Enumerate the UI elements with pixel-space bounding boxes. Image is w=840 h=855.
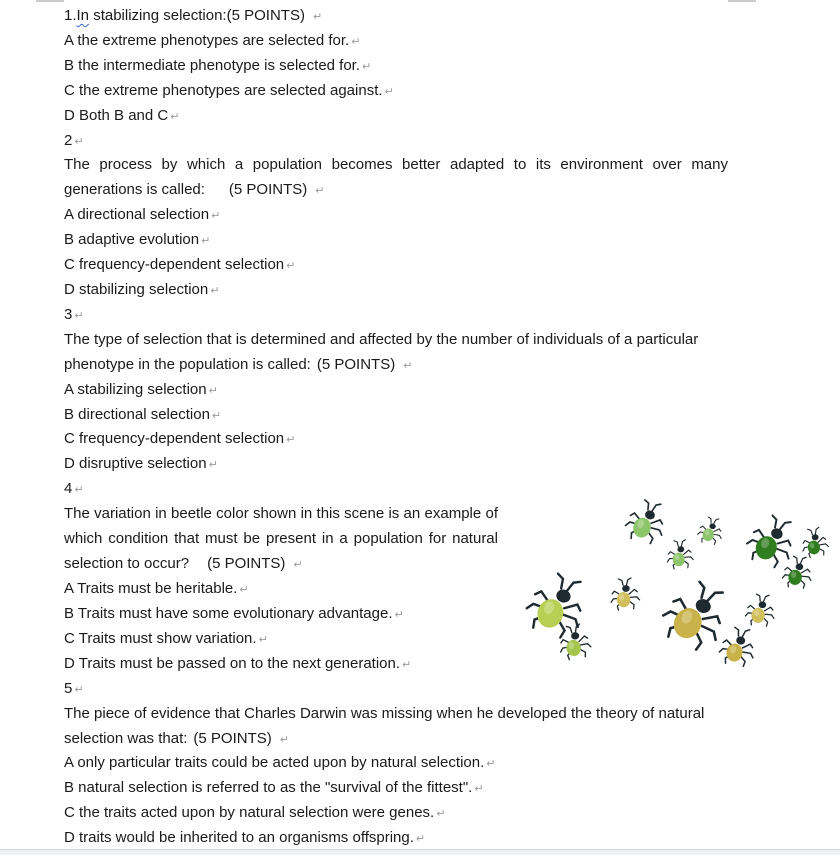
q2-option-d [64,279,219,301]
beetle-color-variation-illustration [515,495,833,675]
paragraph-mark: ↵ [362,61,372,73]
question-text: The process by which a population becomes better adapted to its environment over many generations is called: [64,156,728,198]
option-text: B the intermediate phenotype is selected for. [64,57,361,74]
option-text: C Traits must show variation. [64,630,257,647]
paragraph-mark: ↵ [286,260,296,272]
points-label: (5 POINTS) [226,7,305,24]
question-5-number [64,678,84,700]
question-3-prompt [64,327,728,379]
points-label: (5 POINTS) [316,356,396,373]
option-text: A Traits must be heritable. [64,580,238,597]
option-text: D Both B and C [64,107,169,124]
q5-option-d [64,827,425,849]
paragraph-mark: ↵ [486,758,496,770]
paragraph-mark: ↵ [74,136,84,148]
option-text: B directional selection [64,406,210,423]
option-text: A only particular traits could be acted upon by natural selection. [64,754,485,771]
beetle-green-1 [623,497,670,546]
beetle-green-6 [782,555,813,588]
paragraph-mark: ↵ [210,285,220,297]
option-text: C frequency-dependent selection [64,430,285,447]
paragraph-mark: ↵ [402,659,412,671]
question-5-prompt [64,701,728,753]
q1-option-b [64,55,371,77]
question-number: 2 [64,132,73,149]
option-text: B adaptive evolution [64,231,200,248]
option-text: A stabilizing selection [64,381,207,398]
paragraph-mark: ↵ [211,410,222,422]
q4-option-d [64,653,411,675]
question-text: The piece of evidence that Charles Darwin was missing when he developed the theory of natural selection was that: [64,705,705,747]
question-2-number [64,130,84,152]
q1-option-c [64,80,394,102]
paragraph-mark: ↵ [394,609,404,621]
paragraph-mark: ↵ [208,459,218,471]
q2-option-c [64,254,295,276]
option-text: C the traits acted upon by natural selection were genes. [64,804,435,821]
paragraph-mark: ↵ [279,734,289,746]
option-text: B natural selection is referred to as the "survival of the fittest". [64,779,473,796]
beetle-yellow-8 [609,577,640,610]
spellcheck-word: In [76,7,90,24]
beetle-lightgreen-12 [556,623,592,661]
paragraph-mark: ↵ [239,584,249,596]
paragraph-mark: ↵ [208,385,218,397]
question-number: 4 [64,480,73,497]
q1-option-d [64,105,179,127]
paragraph-mark: ↵ [211,210,221,222]
q3-option-c [64,428,295,450]
beetle-yellow-10 [745,593,776,626]
q5-option-a [64,752,495,774]
question-4-prompt [64,501,498,578]
paragraph-mark: ↵ [293,559,303,571]
paragraph-mark: ↵ [74,484,84,496]
option-text: D Traits must be passed on to the next generation. [64,655,401,672]
paragraph-mark: ↵ [415,833,426,845]
question-number: 3 [64,306,73,323]
q3-option-a [64,379,218,401]
option-text: D traits would be inherited to an organisms offspring. [64,829,414,846]
option-text: A the extreme phenotypes are selected for. [64,32,350,49]
question-number: 1. [64,7,77,24]
beetle-green-3 [666,539,694,569]
beetle-green-5 [799,526,829,558]
paragraph-mark: ↵ [74,684,84,696]
paragraph-mark: ↵ [286,434,296,446]
paragraph-mark: ↵ [351,36,361,48]
page-corner-mark-left [36,0,64,2]
question-text: stabilizing selection: [89,7,227,24]
question-4-number [64,478,84,500]
option-text: A directional selection [64,206,210,223]
paragraph-mark: ↵ [403,360,413,372]
points-label: (5 POINTS) [193,730,272,747]
option-text: D disruptive selection [64,455,207,472]
beetle-green-2 [696,516,724,546]
paragraph-mark: ↵ [201,235,211,247]
option-text: C frequency-dependent selection [64,256,285,273]
page-corner-mark-right [728,0,756,2]
paragraph-mark: ↵ [436,808,446,820]
q4-option-c [64,628,268,650]
question-number: 5 [64,680,73,697]
option-text: B Traits must have some evolutionary advantage. [64,605,393,622]
question-text: The type of selection that is determined and affected by the number of individuals of a particular phenotype in the population is called: [64,331,699,373]
beetle-green-4 [743,511,801,571]
beetle-lightgreen-7 [521,568,592,642]
q5-option-c [64,802,445,824]
question-3-number [64,304,84,326]
q4-option-a [64,578,249,600]
option-text: D stabilizing selection [64,281,209,298]
option-text: C the extreme phenotypes are selected against. [64,82,383,99]
points-label: (5 POINTS) [207,555,286,572]
question-2-prompt [64,152,728,204]
paragraph-mark: ↵ [315,185,325,197]
q3-option-d [64,453,218,475]
q1-option-a [64,30,360,52]
paragraph-mark: ↵ [312,11,323,23]
q2-option-b [64,229,210,251]
paragraph-mark: ↵ [74,310,84,322]
q5-option-b [64,777,484,799]
paragraph-mark: ↵ [384,86,394,98]
q4-option-b [64,603,404,625]
points-label: (5 POINTS) [228,181,308,198]
q3-option-b [64,404,221,426]
paragraph-mark: ↵ [258,634,268,646]
paragraph-mark: ↵ [170,111,180,123]
question-text: The variation in beetle color shown in this scene is an example of which condition that must be present in a population for natural selection to occur? [64,505,498,572]
beetle-yellow-11 [718,625,758,667]
paragraph-mark: ↵ [474,783,484,795]
status-bar-strip [0,850,840,855]
question-1-prompt [64,5,322,27]
q2-option-a [64,204,220,226]
